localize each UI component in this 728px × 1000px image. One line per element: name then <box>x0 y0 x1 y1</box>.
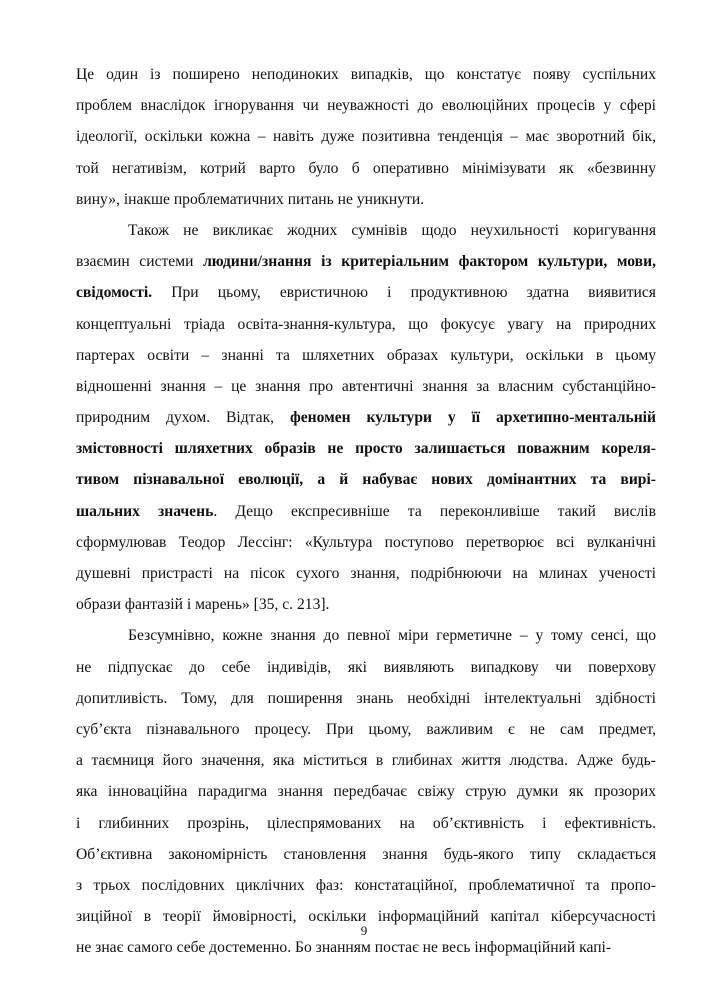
text-run: не знає самого себе достеменно. Бо знанням постає не весь інформаційний капі- <box>76 939 612 957</box>
text-line <box>76 309 656 340</box>
text-run: природним духом. Відтак, <box>76 409 290 427</box>
text-run: сформулював Теодор Лессінг: «Культура поступово перетворює всі вулканічні <box>76 533 656 551</box>
text-run: Це один із поширено неподиноких випадків, що констатує появу суспільних <box>76 66 656 83</box>
text-run: з трьох послідовних циклічних фаз: констатаційної, проблематичної та пропо- <box>76 876 656 894</box>
text-run: той негативізм, котрий варто було б оперативно мінімізувати як «безвинну <box>76 159 656 177</box>
text-run: Безсумнівно, кожне знання до певної міри герметичне – у тому сенсі, що <box>128 627 656 645</box>
text-run: душевні пристрасті на пісок сухого знання, подрібнюючи на млинах ученості <box>76 565 656 582</box>
text-line <box>76 153 656 184</box>
text-line <box>76 683 656 714</box>
text-run: . Дещо експресивніше та переконливіше такий вислів <box>213 502 656 520</box>
text-line <box>76 184 656 215</box>
text-run: зиційної в теорії ймовірності, оскільки інформаційний капітал кіберсучасності <box>76 908 656 926</box>
text-line <box>76 59 656 90</box>
text-line <box>76 776 656 807</box>
text-line <box>76 340 656 371</box>
text-line <box>76 652 656 683</box>
text-run: ідеології, оскільки кожна – навіть дуже позитивна тенденція – має зворотний бік, <box>76 128 656 146</box>
text-run: і глибинних прозрінь, цілеспрямованих на об’єктивність і ефективність. <box>76 814 656 832</box>
text-line <box>76 90 656 121</box>
bold-text-run: змістовності шляхетних образів не просто залишається поважним кореля- <box>76 440 656 458</box>
text-line <box>76 839 656 870</box>
text-line <box>76 402 656 433</box>
text-run: Об’єктивна закономірність становлення знання будь-якого типу складається <box>76 845 656 863</box>
body-text <box>76 59 656 963</box>
bold-text-run: людини/знання із критеріальним фактором культури, мови, <box>203 253 656 271</box>
text-line <box>76 870 656 901</box>
bold-text-run: шальних значень <box>76 502 214 520</box>
bold-text-run: феномен культури у її архетипно-ментальній <box>289 409 656 427</box>
text-line <box>76 620 656 651</box>
text-line <box>76 589 656 620</box>
text-run: допитливість. Тому, для поширення знань необхідні інтелектуальні здібності <box>76 689 656 707</box>
text-run: проблем внаслідок ігнорування чи неуважності до еволюційних процесів у сфері <box>76 97 656 115</box>
text-run: взаємин системи <box>76 253 204 271</box>
paragraph <box>76 215 656 620</box>
page-number: 9 <box>360 923 368 938</box>
text-run: концептуальні тріада освіта-знання-культура, що фокусує увагу на природних <box>76 315 656 333</box>
text-run: яка інноваційна парадигма знання передбачає свіжу струю думки як прозорих <box>76 783 656 801</box>
text-line <box>76 714 656 745</box>
text-run: суб’єкта пізнавального процесу. При цьому, важливим є не сам предмет, <box>76 720 656 738</box>
text-run: відношенні знання – це знання про автентичні знання за власним субстанційно- <box>76 377 656 395</box>
bold-text-run: свідомості. <box>76 284 153 302</box>
text-line <box>76 745 656 776</box>
text-run: а таємниця його значення, яка міститься в глибинах життя людства. Адже будь- <box>76 752 656 770</box>
text-line <box>76 121 656 152</box>
text-run: вину», інакше проблематичних питань не уникнути. <box>76 190 425 208</box>
text-run: Також не викликає жодних сумнівів щодо неухильності коригування <box>128 221 656 239</box>
text-line <box>76 215 656 246</box>
text-line <box>76 246 656 277</box>
text-run: При цьому, евристичною і продуктивною здатна виявитися <box>152 284 656 302</box>
text-line <box>76 371 656 402</box>
text-line <box>76 558 656 589</box>
text-line <box>76 527 656 558</box>
text-line <box>76 464 656 495</box>
text-run: не підпускає до себе індивідів, які виявляють випадкову чи поверхову <box>76 658 656 676</box>
bold-text-run: тивом пізнавальної еволюції, а й набуває нових домінантних та вирі- <box>76 471 656 489</box>
paragraph <box>76 59 656 215</box>
paragraph <box>76 620 656 963</box>
text-line <box>76 808 656 839</box>
text-run: образи фантазій і марень» [35, с. 213]. <box>76 596 330 614</box>
text-line <box>76 433 656 464</box>
text-line <box>76 277 656 308</box>
text-run: партерах освіти – знанні та шляхетних образах культури, оскільки в цьому <box>76 346 656 364</box>
text-line <box>76 496 656 527</box>
